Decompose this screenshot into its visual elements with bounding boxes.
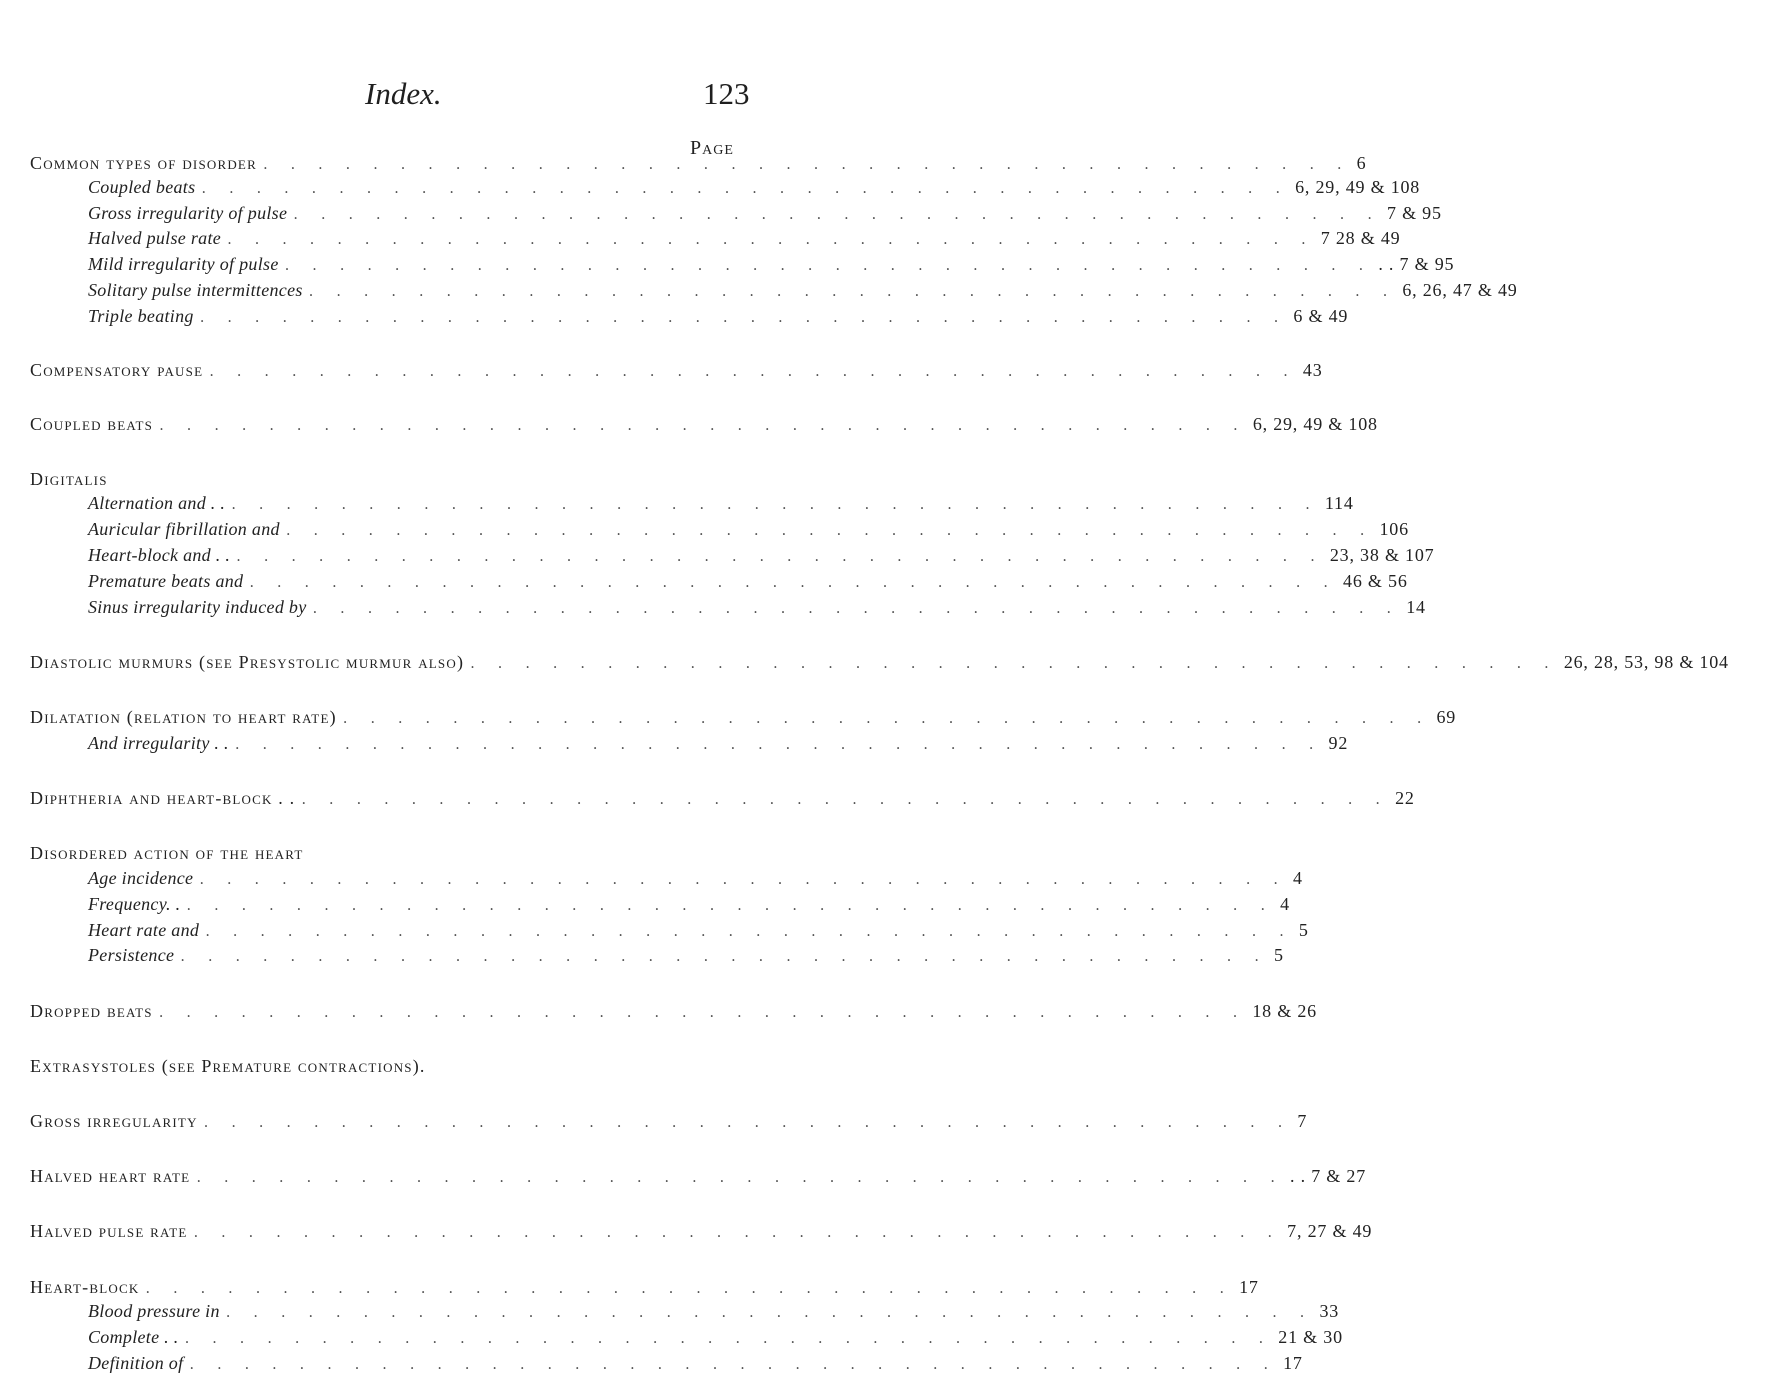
dot-leader: . . . . . . . . . . . . . . . . . . . . . . . . . . . . . . . . . . . . . . . . [145, 1279, 1234, 1297]
index-entry-sub [0, 251, 1455, 277]
entry-pages: 6, 29, 49 & 108 [1252, 414, 1378, 434]
entry-label: Complete . . [88, 1327, 179, 1347]
index-entry-main [0, 1218, 1373, 1244]
entry-label: Alternation and . . [88, 493, 226, 513]
index-entry-sub [0, 277, 1518, 303]
index-entry-sub [0, 1324, 1343, 1350]
entry-pages: 6, 26, 47 & 49 [1402, 280, 1518, 300]
index-entry-main [0, 357, 1323, 383]
dot-leader: . . . . . . . . . . . . . . . . . . . . . . . . . . . . . . . . . . . . . . . . [158, 1003, 1247, 1021]
index-entry-main [0, 785, 1415, 811]
page-column-label: Page [690, 137, 734, 159]
entry-pages: 23, 38 & 107 [1329, 545, 1435, 565]
index-entry-sub [0, 594, 1426, 620]
index-entry-main [0, 466, 801, 492]
dot-leader: . . . . . . . . . . . . . . . . . . . . . . . . . . . . . . . . . . . . . . . . [199, 870, 1288, 888]
dot-leader: . . . . . . . . . . . . . . . . . . . . . . . . . . . . . . . . . . . . . . . . [236, 547, 1324, 565]
dot-leader: . . . . . . . . . . . . . . . . . . . . . . . . . . . . . . . . . . . . . . . . [189, 1355, 1278, 1373]
index-entry-sub [0, 865, 1303, 891]
dot-leader: . . . . . . . . . . . . . . . . . . . . . . . . . . . . . . . . . . . . . . . . [234, 735, 1323, 753]
entry-label: Coupled beats [30, 414, 154, 434]
entry-pages: 17 [1283, 1353, 1303, 1373]
entry-pages: 7 [1297, 1111, 1308, 1131]
dot-leader: . . . . . . . . . . . . . . . . . . . . . . . . . . . . . . . . . . . . . . . . [201, 179, 1290, 197]
page-number: 123 [703, 76, 750, 111]
entry-pages: . . 7 & 27 [1290, 1166, 1367, 1186]
entry-label: Halved heart rate [30, 1166, 191, 1186]
entry-pages: 43 [1302, 360, 1323, 380]
entry-pages: 4 [1280, 894, 1290, 914]
index-entry-sub [0, 516, 1409, 542]
entry-label: Solitary pulse intermittences [88, 280, 303, 300]
index-entry-sub [0, 490, 1354, 516]
entry-label: Halved pulse rate [30, 1221, 188, 1241]
entry-label: Diastolic murmurs (see Presystolic murmur also) [30, 652, 465, 672]
dot-leader: . . . . . . . . . . . . . . . . . . . . . . . . . . . . . . . . . . . . . . . . [293, 205, 1381, 223]
entry-label: Premature beats and [88, 571, 244, 591]
dot-leader: . . . . . . . . . . . . . . . . . . . . . . . . . . . . . . . . . . . . . . . . [312, 599, 1401, 617]
index-entry-sub [0, 568, 1408, 594]
dot-leader: . . . . . . . . . . . . . . . . . . . . . . . . . . . . . . . . . . . . . . . . [301, 790, 1390, 808]
index-entry-main [0, 411, 1378, 437]
entry-label: Gross irregularity [30, 1111, 198, 1131]
entry-pages: 22 [1395, 788, 1415, 808]
entry-label: Definition of [88, 1353, 184, 1373]
entry-label: Auricular fibrillation and [88, 519, 280, 539]
index-entry-sub [0, 917, 1309, 943]
entry-pages: 21 & 30 [1278, 1327, 1343, 1347]
entry-pages: 106 [1379, 519, 1409, 539]
page-header-title: Index. [365, 76, 442, 111]
entry-pages: 46 & 56 [1343, 571, 1408, 591]
index-entry-main [0, 840, 801, 866]
entry-pages: 26, 28, 53, 98 & 104 [1563, 652, 1729, 672]
entry-label: Persistence [88, 945, 175, 965]
dot-leader: . . . . . . . . . . . . . . . . . . . . . . . . . . . . . . . . . . . . . . . . [227, 230, 1315, 248]
entry-label: Heart-block and . . [88, 545, 231, 565]
index-entry-sub [0, 303, 1349, 329]
entry-label: Digitalis [30, 469, 108, 489]
entry-label: Mild irregularity of pulse [88, 254, 279, 274]
entry-pages: 69 [1436, 707, 1457, 727]
dot-leader: . . . . . . . . . . . . . . . . . . . . . . . . . . . . . . . . . . . . . . . . [285, 521, 1374, 539]
entry-pages: 7, 27 & 49 [1287, 1221, 1373, 1241]
entry-pages: 17 [1239, 1277, 1259, 1297]
entry-label: Halved pulse rate [88, 228, 222, 248]
entry-pages: . . 7 & 95 [1378, 254, 1455, 274]
dot-leader: . . . . . . . . . . . . . . . . . . . . . . . . . . . . . . . . . . . . . . . . [196, 1168, 1284, 1186]
index-entry-sub [0, 225, 1401, 251]
index-entry-main [0, 1053, 801, 1079]
index-entry-sub [0, 891, 1290, 917]
entry-label: And irregularity . . [88, 733, 229, 753]
dot-leader: . . . . . . . . . . . . . . . . . . . . . . . . . . . . . . . . . . . . . . . . [203, 1113, 1292, 1131]
index-entry-sub [0, 542, 1435, 568]
entry-label: Triple beating [88, 306, 194, 326]
index-entry-sub [0, 730, 1349, 756]
entry-pages: 5 [1298, 920, 1309, 940]
entry-label: Gross irregularity of pulse [88, 203, 288, 223]
entry-pages: 6, 29, 49 & 108 [1295, 177, 1421, 197]
entry-pages: 114 [1324, 493, 1354, 513]
entry-label: Coupled beats [88, 177, 196, 197]
entry-label: Diphtheria and heart-block . . [30, 788, 296, 808]
dot-leader: . . . . . . . . . . . . . . . . . . . . . . . . . . . . . . . . . . . . . . . . [199, 308, 1288, 326]
index-entry-sub [0, 942, 1284, 968]
index-entry-sub [0, 200, 1442, 226]
dot-leader: . . . . . . . . . . . . . . . . . . . . . . . . . . . . . . . . . . . . . . . . [262, 155, 1351, 173]
index-entry-main [0, 1163, 1367, 1189]
dot-leader: . . . . . . . . . . . . . . . . . . . . . . . . . . . . . . . . . . . . . . . . [470, 654, 1558, 672]
entry-label: Dropped beats [30, 1001, 153, 1021]
dot-leader: . . . . . . . . . . . . . . . . . . . . . . . . . . . . . . . . . . . . . . . . [186, 896, 1275, 914]
index-entry-sub [0, 1350, 1303, 1376]
dot-leader: . . . . . . . . . . . . . . . . . . . . . . . . . . . . . . . . . . . . . . . . [180, 947, 1268, 965]
entry-pages: 33 [1319, 1301, 1340, 1321]
index-entry-sub [0, 174, 1421, 200]
index-entry-main [0, 704, 1457, 730]
dot-leader: . . . . . . . . . . . . . . . . . . . . . . . . . . . . . . . . . . . . . . . . [231, 495, 1319, 513]
dot-leader: . . . . . . . . . . . . . . . . . . . . . . . . . . . . . . . . . . . . . . . . [209, 362, 1297, 380]
index-entry-main [0, 998, 1317, 1024]
entry-label: Disordered action of the heart [30, 843, 304, 863]
dot-leader: . . . . . . . . . . . . . . . . . . . . . . . . . . . . . . . . . . . . . . . . [225, 1303, 1314, 1321]
entry-label: Extrasystoles (see Premature contractions). [30, 1056, 426, 1076]
entry-label: Common types of disorder [30, 153, 257, 173]
dot-leader: . . . . . . . . . . . . . . . . . . . . . . . . . . . . . . . . . . . . . . . . [308, 282, 1397, 300]
dot-leader: . . . . . . . . . . . . . . . . . . . . . . . . . . . . . . . . . . . . . . . . [184, 1329, 1273, 1347]
index-entry-main [0, 1108, 1308, 1134]
entry-pages: 92 [1328, 733, 1349, 753]
dot-leader: . . . . . . . . . . . . . . . . . . . . . . . . . . . . . . . . . . . . . . . . [193, 1223, 1282, 1241]
entry-pages: 6 & 49 [1293, 306, 1349, 326]
entry-pages: 6 [1356, 153, 1367, 173]
entry-pages: 5 [1273, 945, 1284, 965]
entry-label: Compensatory pause [30, 360, 204, 380]
entry-label: Frequency. . [88, 894, 181, 914]
index-entry-sub [0, 1298, 1340, 1324]
dot-leader: . . . . . . . . . . . . . . . . . . . . . . . . . . . . . . . . . . . . . . . . [284, 256, 1373, 274]
dot-leader: . . . . . . . . . . . . . . . . . . . . . . . . . . . . . . . . . . . . . . . . [205, 922, 1293, 940]
index-entry-main [0, 150, 1367, 176]
entry-label: Sinus irregularity induced by [88, 597, 307, 617]
dot-leader: . . . . . . . . . . . . . . . . . . . . . . . . . . . . . . . . . . . . . . . . [249, 573, 1338, 591]
index-entry-main [0, 1274, 1259, 1300]
index-entry-main [0, 649, 1729, 675]
entry-pages: 18 & 26 [1252, 1001, 1317, 1021]
entry-pages: 7 28 & 49 [1320, 228, 1401, 248]
dot-leader: . . . . . . . . . . . . . . . . . . . . . . . . . . . . . . . . . . . . . . . . [342, 709, 1431, 727]
entry-pages: 7 & 95 [1386, 203, 1442, 223]
entry-label: Heart-block [30, 1277, 140, 1297]
dot-leader: . . . . . . . . . . . . . . . . . . . . . . . . . . . . . . . . . . . . . . . . [159, 416, 1247, 434]
entry-label: Heart rate and [88, 920, 200, 940]
entry-label: Blood pressure in [88, 1301, 220, 1321]
entry-pages: 14 [1406, 597, 1426, 617]
entry-label: Age incidence [88, 868, 194, 888]
entry-pages: 4 [1293, 868, 1303, 888]
entry-label: Dilatation (relation to heart rate) [30, 707, 337, 727]
